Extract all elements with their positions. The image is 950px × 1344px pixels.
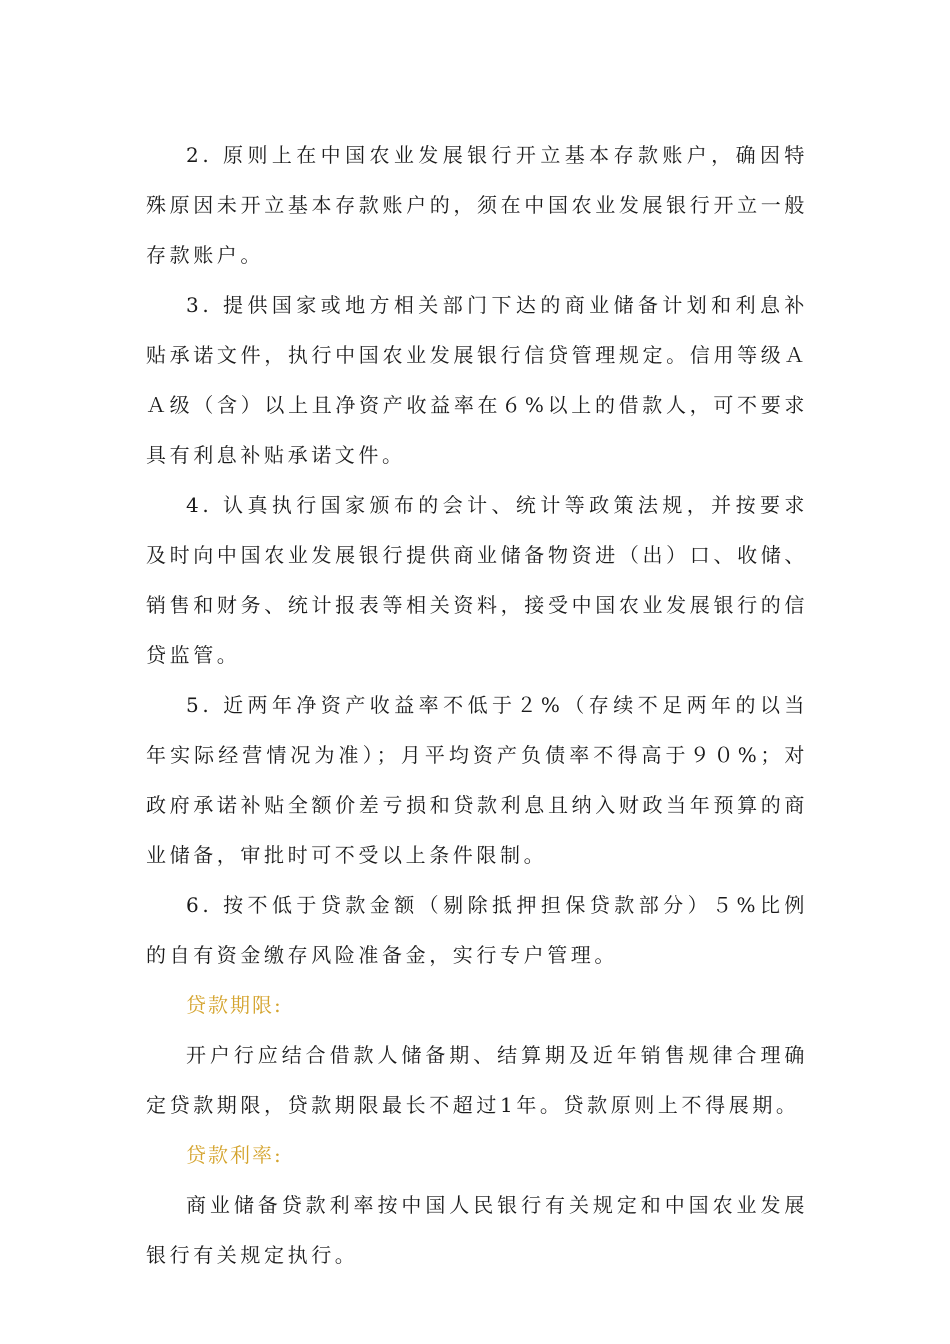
paragraph-condition-5: 5. 近两年净资产收益率不低于２%（存续不足两年的以当年实际经营情况为准）；月平均资产负债率不得高于９０%；对政府承诺补贴全额价差亏损和贷款利息且纳入财政当年预算的商业储备，审批时可不受以上条件限制。 <box>146 693 808 867</box>
paragraph-condition-2: 2. 原则上在中国农业发展银行开立基本存款账户，确因特殊原因未开立基本存款账户的，须在中国农业发展银行开立一般存款账户。 <box>146 143 808 267</box>
paragraph-loan-term: 开户行应结合借款人储备期、结算期及近年销售规律合理确定贷款期限，贷款期限最长不超过1年。贷款原则上不得展期。 <box>146 1043 808 1117</box>
heading-loan-term: 贷款期限: <box>186 993 283 1017</box>
document-body <box>146 130 808 1280</box>
paragraph-condition-4: 4. 认真执行国家颁布的会计、统计等政策法规，并按要求及时向中国农业发展银行提供商业储备物资进（出）口、收储、销售和财务、统计报表等相关资料，接受中国农业发展银行的信贷监管。 <box>146 493 808 667</box>
paragraph-loan-rate: 商业储备贷款利率按中国人民银行有关规定和中国农业发展银行有关规定执行。 <box>146 1193 808 1267</box>
heading-loan-rate: 贷款利率: <box>186 1143 283 1167</box>
paragraph-condition-3: 3. 提供国家或地方相关部门下达的商业储备计划和利息补贴承诺文件，执行中国农业发展银行信贷管理规定。信用等级ＡＡ级（含）以上且净资产收益率在６%以上的借款人，可不要求具有利息补贴承诺文件。 <box>146 293 808 467</box>
paragraph-condition-6: 6. 按不低于贷款金额（剔除抵押担保贷款部分）５%比例的自有资金缴存风险准备金，实行专户管理。 <box>146 893 808 967</box>
